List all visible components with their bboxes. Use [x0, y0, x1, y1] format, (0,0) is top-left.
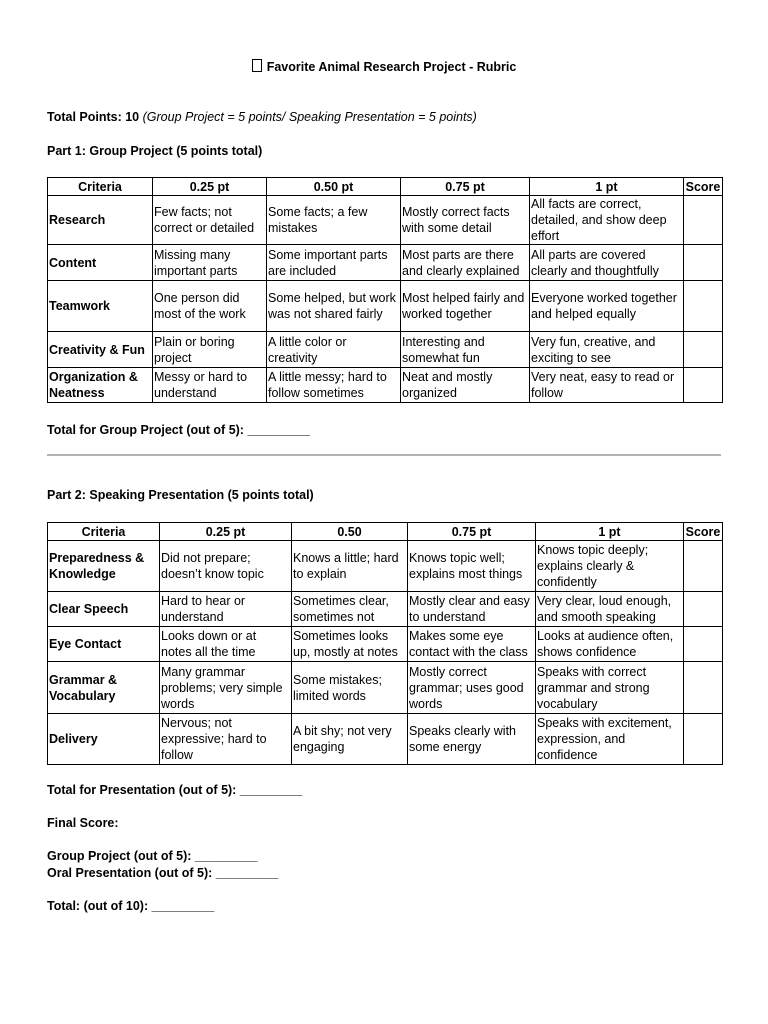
criteria-cell: Grammar & Vocabulary [48, 662, 160, 714]
table-row [48, 281, 723, 332]
level-050-cell: Some facts; a few mistakes [267, 196, 401, 245]
header-score: Score [684, 178, 723, 196]
level-1-cell: Very neat, easy to read or follow [530, 368, 684, 403]
table-row [48, 662, 723, 714]
level-050-cell: Knows a little; hard to explain [292, 541, 408, 592]
level-1-cell: Very clear, loud enough, and smooth speaking [536, 592, 684, 627]
level-1-cell: All facts are correct, detailed, and show deep effort [530, 196, 684, 245]
final-group-project-line: Group Project (out of 5): _________ [47, 849, 258, 863]
table-row [48, 332, 723, 368]
criteria-cell: Delivery [48, 714, 160, 765]
level-025-cell: Did not prepare; doesn’t know topic [160, 541, 292, 592]
level-1-cell: Speaks with correct grammar and strong vocabulary [536, 662, 684, 714]
title-text: Favorite Animal Research Project - Rubric [266, 60, 517, 74]
part1-heading: Part 1: Group Project (5 points total) [47, 144, 263, 158]
score-cell[interactable] [684, 541, 723, 592]
level-075-cell: Knows topic well; explains most things [408, 541, 536, 592]
level-075-cell: Most helped fairly and worked together [401, 281, 530, 332]
header-075: 0.75 pt [401, 178, 530, 196]
level-025-cell: Looks down or at notes all the time [160, 627, 292, 662]
level-025-cell: Hard to hear or understand [160, 592, 292, 627]
score-cell[interactable] [684, 714, 723, 765]
level-050-cell: Sometimes clear, sometimes not [292, 592, 408, 627]
speaking-presentation-rubric-table [47, 522, 723, 765]
header-1: 1 pt [530, 178, 684, 196]
level-050-cell: Sometimes looks up, mostly at notes [292, 627, 408, 662]
score-cell[interactable] [684, 332, 723, 368]
level-1-cell: Knows topic deeply; explains clearly & confidently [536, 541, 684, 592]
level-1-cell: Very fun, creative, and exciting to see [530, 332, 684, 368]
level-1-cell: Speaks with excitement, expression, and confidence [536, 714, 684, 765]
section-divider [47, 454, 721, 456]
level-025-cell: Missing many important parts [153, 245, 267, 281]
score-cell[interactable] [684, 196, 723, 245]
level-050-cell: A little color or creativity [267, 332, 401, 368]
level-075-cell: Interesting and somewhat fun [401, 332, 530, 368]
table-row [48, 627, 723, 662]
header-025: 0.25 pt [160, 523, 292, 541]
document-title [0, 59, 768, 74]
criteria-cell: Teamwork [48, 281, 153, 332]
score-cell[interactable] [684, 662, 723, 714]
criteria-cell: Content [48, 245, 153, 281]
header-025: 0.25 pt [153, 178, 267, 196]
level-075-cell: Makes some eye contact with the class [408, 627, 536, 662]
level-025-cell: Few facts; not correct or detailed [153, 196, 267, 245]
table-row [48, 714, 723, 765]
total-points-detail: (Group Project = 5 points/ Speaking Presentation = 5 points) [142, 110, 477, 124]
level-075-cell: Mostly correct grammar; uses good words [408, 662, 536, 714]
level-025-cell: One person did most of the work [153, 281, 267, 332]
table-header-row [48, 178, 723, 196]
table-row [48, 592, 723, 627]
header-050: 0.50 [292, 523, 408, 541]
header-criteria: Criteria [48, 178, 153, 196]
criteria-cell: Creativity & Fun [48, 332, 153, 368]
group-project-rubric-table [47, 177, 723, 403]
criteria-cell: Clear Speech [48, 592, 160, 627]
score-cell[interactable] [684, 368, 723, 403]
score-cell[interactable] [684, 245, 723, 281]
header-1: 1 pt [536, 523, 684, 541]
header-criteria: Criteria [48, 523, 160, 541]
level-050-cell: Some important parts are included [267, 245, 401, 281]
header-075: 0.75 pt [408, 523, 536, 541]
header-050: 0.50 pt [267, 178, 401, 196]
level-025-cell: Many grammar problems; very simple words [160, 662, 292, 714]
score-cell[interactable] [684, 281, 723, 332]
final-oral-presentation-line: Oral Presentation (out of 5): _________ [47, 866, 279, 880]
level-075-cell: Mostly correct facts with some detail [401, 196, 530, 245]
checkbox-glyph-icon [252, 59, 262, 72]
level-050-cell: Some helped, but work was not shared fairly [267, 281, 401, 332]
table-header-row [48, 523, 723, 541]
level-050-cell: Some mistakes; limited words [292, 662, 408, 714]
criteria-cell: Research [48, 196, 153, 245]
final-total-line: Total: (out of 10): _________ [47, 899, 215, 913]
score-cell[interactable] [684, 627, 723, 662]
level-025-cell: Nervous; not expressive; hard to follow [160, 714, 292, 765]
level-075-cell: Neat and mostly organized [401, 368, 530, 403]
level-075-cell: Mostly clear and easy to understand [408, 592, 536, 627]
criteria-cell: Eye Contact [48, 627, 160, 662]
level-1-cell: All parts are covered clearly and thoughtfully [530, 245, 684, 281]
total-points-line [47, 110, 477, 124]
criteria-cell: Preparedness & Knowledge [48, 541, 160, 592]
final-score-heading: Final Score: [47, 816, 119, 830]
level-075-cell: Most parts are there and clearly explained [401, 245, 530, 281]
table-row [48, 541, 723, 592]
table-row [48, 368, 723, 403]
level-050-cell: A little messy; hard to follow sometimes [267, 368, 401, 403]
group-project-total-line: Total for Group Project (out of 5): _________ [47, 423, 311, 437]
total-points-label: Total Points: 10 [47, 110, 140, 124]
level-075-cell: Speaks clearly with some energy [408, 714, 536, 765]
score-cell[interactable] [684, 592, 723, 627]
level-025-cell: Messy or hard to understand [153, 368, 267, 403]
part2-heading: Part 2: Speaking Presentation (5 points total) [47, 488, 314, 502]
criteria-cell: Organization & Neatness [48, 368, 153, 403]
level-1-cell: Everyone worked together and helped equally [530, 281, 684, 332]
header-score: Score [684, 523, 723, 541]
table-row [48, 245, 723, 281]
level-025-cell: Plain or boring project [153, 332, 267, 368]
level-1-cell: Looks at audience often, shows confidence [536, 627, 684, 662]
level-050-cell: A bit shy; not very engaging [292, 714, 408, 765]
table-row [48, 196, 723, 245]
presentation-total-line: Total for Presentation (out of 5): _________ [47, 783, 303, 797]
